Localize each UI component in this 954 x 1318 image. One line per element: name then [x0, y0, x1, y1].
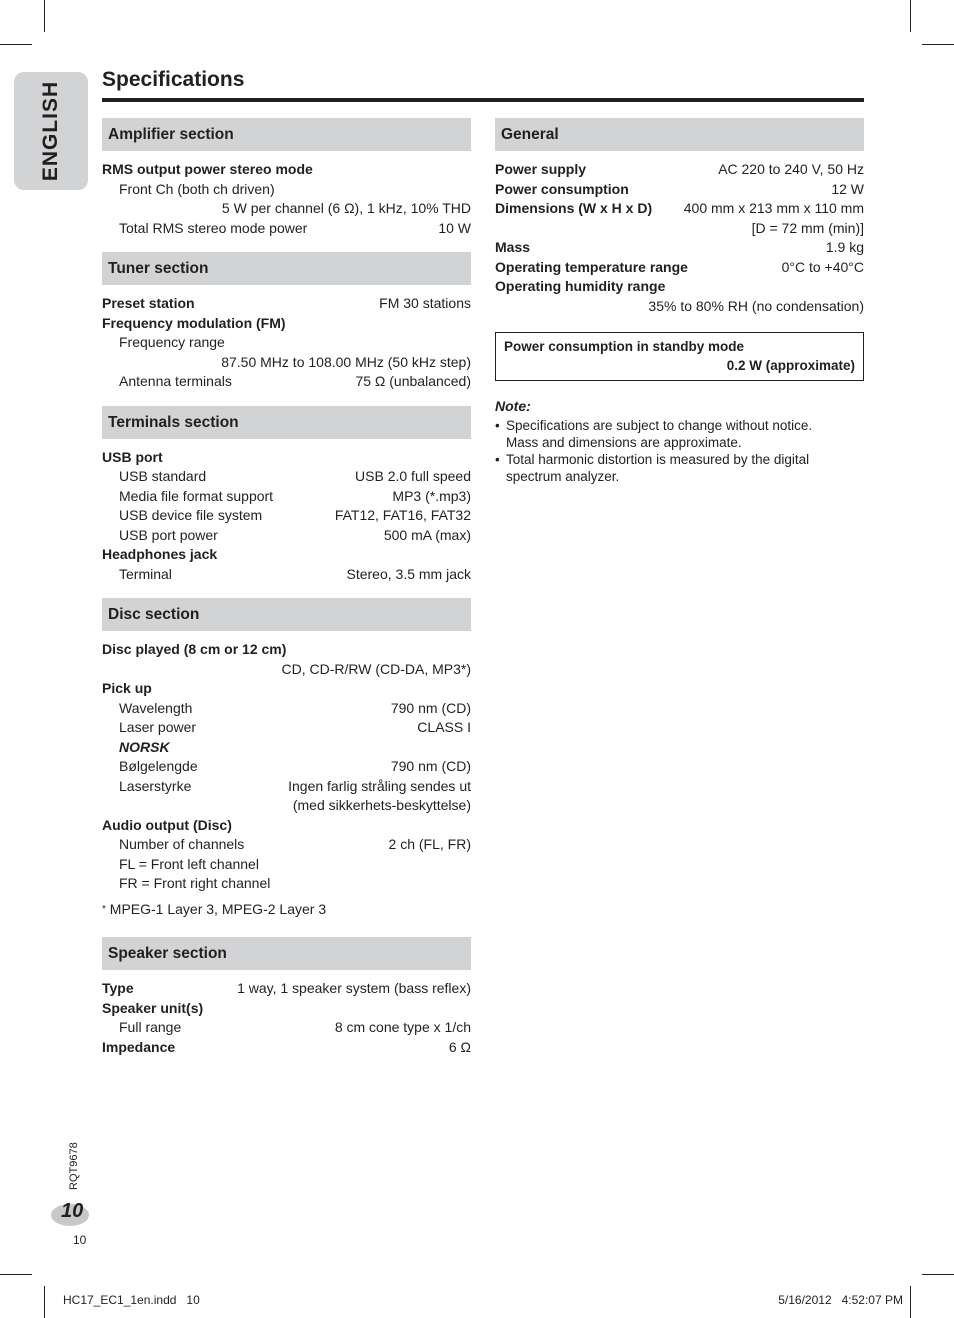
- left-column: [102, 118, 471, 1057]
- footnote-text: MPEG-1 Layer 3, MPEG-2 Layer 3: [109, 900, 327, 917]
- spec-row: [102, 506, 471, 526]
- crop-mark: [0, 1274, 32, 1275]
- wavelength-label: Wavelength: [119, 699, 193, 716]
- standby-power-box: [495, 332, 864, 381]
- spec-row: [102, 372, 471, 392]
- note-item: [495, 451, 864, 485]
- dimensions-value: 400 mm x 213 mm x 110 mm: [683, 200, 864, 216]
- laser-power-value: CLASS I: [417, 719, 471, 735]
- laserstyrke-value: Ingen farlig stråling sendes ut: [288, 777, 471, 794]
- total-power-value: 10 W: [438, 219, 471, 236]
- spec-row: [495, 238, 864, 258]
- preset-label: Preset station: [102, 295, 195, 311]
- usb-spec-value: FAT12, FAT16, FAT32: [334, 507, 471, 523]
- note-line: Mass and dimensions are approximate.: [506, 434, 742, 450]
- pickup-label: Pick up: [102, 680, 152, 696]
- laserstyrke-label: Laserstyrke: [119, 777, 192, 794]
- general-section-heading: General: [495, 118, 864, 151]
- fr-definition: FR = Front right channel: [119, 875, 271, 891]
- terminal-value: Stereo, 3.5 mm jack: [346, 565, 471, 582]
- speaker-unit-label: Speaker unit(s): [102, 999, 204, 1016]
- channels-label: Number of channels: [119, 836, 245, 852]
- spec-row: [102, 835, 471, 855]
- fm-label: Frequency modulation (FM): [102, 314, 286, 331]
- disc-section-heading: Disc section: [102, 598, 471, 631]
- bullet-icon: •: [495, 451, 500, 467]
- footer-file: HC17_EC1_1en.indd 10: [63, 1293, 200, 1307]
- terminal-label: Terminal: [119, 565, 172, 582]
- power-supply-label: Power supply: [495, 161, 587, 177]
- right-column: [495, 118, 864, 485]
- antenna-value: 75 Ω (unbalanced): [355, 373, 471, 389]
- type-label: Type: [102, 980, 134, 996]
- mass-label: Mass: [495, 239, 531, 255]
- footer-timestamp: 5/16/2012 4:52:07 PM: [778, 1293, 903, 1307]
- headphones-label: Headphones jack: [102, 546, 218, 562]
- spec-row: [102, 777, 471, 797]
- temperature-value: 0°C to +40°C: [781, 258, 864, 275]
- wavelength-value: 790 nm (CD): [390, 699, 471, 716]
- dimensions-value-continued: [D = 72 mm (min)]: [751, 219, 864, 236]
- crop-mark: [44, 0, 45, 32]
- usb-spec-value: 500 mA (max): [383, 526, 471, 543]
- note-line: Specifications are subject to change without notice.: [506, 417, 813, 433]
- amplifier-section-heading: Amplifier section: [102, 118, 471, 151]
- title-rule: [102, 98, 864, 102]
- language-tab: [14, 72, 88, 190]
- antenna-label: Antenna terminals: [119, 373, 232, 389]
- type-value: 1 way, 1 speaker system (bass reflex): [237, 980, 471, 996]
- note-line: spectrum analyzer.: [506, 468, 620, 484]
- frequency-range-label: Frequency range: [119, 334, 225, 350]
- rms-mode-label: RMS output power stereo mode: [102, 161, 313, 177]
- frequency-range-value: 87.50 MHz to 108.00 MHz (50 kHz step): [221, 353, 471, 370]
- page-number-badge: [51, 1200, 89, 1224]
- tuner-section-heading: Tuner section: [102, 252, 471, 285]
- spec-row: [495, 160, 864, 180]
- terminals-section-heading: Terminals section: [102, 406, 471, 439]
- footnote-mark: *: [102, 903, 106, 915]
- spec-row: [102, 1018, 471, 1038]
- usb-spec-label: USB device file system: [119, 507, 263, 523]
- front-ch-label: Front Ch (both ch driven): [119, 180, 275, 197]
- note-line: Total harmonic distortion is measured by the digital: [506, 451, 810, 467]
- impedance-label: Impedance: [102, 1038, 176, 1055]
- document-code: RQT9678: [68, 1142, 80, 1190]
- full-range-value: 8 cm cone type x 1/ch: [334, 1019, 471, 1035]
- standby-label: Power consumption in standby mode: [504, 339, 745, 354]
- usb-port-label: USB port: [102, 448, 163, 465]
- disc-played-label: Disc played (8 cm or 12 cm): [102, 641, 287, 657]
- spec-row: [102, 979, 471, 999]
- usb-spec-label: USB port power: [119, 526, 218, 543]
- front-ch-value: 5 W per channel (6 Ω), 1 kHz, 10% THD: [221, 200, 471, 216]
- spec-row: [102, 718, 471, 738]
- crop-mark: [910, 1286, 911, 1318]
- disc-footnote: [102, 900, 471, 920]
- spec-row: [102, 699, 471, 719]
- page-number-small: 10: [73, 1233, 87, 1247]
- bolgelengde-value: 790 nm (CD): [390, 758, 471, 774]
- spec-row: [102, 467, 471, 487]
- crop-mark: [922, 1274, 954, 1275]
- laserstyrke-value-continued: (med sikkerhets-beskyttelse): [292, 797, 471, 813]
- crop-mark: [44, 1286, 45, 1318]
- power-supply-value: AC 220 to 240 V, 50 Hz: [718, 161, 864, 177]
- crop-mark: [0, 44, 32, 45]
- spec-row: [102, 1038, 471, 1058]
- power-consumption-value: 12 W: [831, 180, 864, 197]
- speaker-section-heading: Speaker section: [102, 937, 471, 970]
- language-tab-label: ENGLISH: [39, 80, 62, 182]
- preset-value: FM 30 stations: [379, 295, 471, 311]
- laser-power-label: Laser power: [119, 719, 197, 735]
- bolgelengde-label: Bølgelengde: [119, 758, 198, 774]
- mass-value: 1.9 kg: [825, 239, 864, 255]
- audio-output-label: Audio output (Disc): [102, 816, 232, 833]
- standby-value: 0.2 W (approximate): [726, 358, 855, 373]
- dimensions-label: Dimensions (W x H x D): [495, 200, 653, 216]
- temperature-label: Operating temperature range: [495, 258, 688, 275]
- spec-row: [495, 258, 864, 278]
- spec-row: [102, 294, 471, 314]
- usb-spec-value: USB 2.0 full speed: [355, 468, 471, 484]
- channels-value: 2 ch (FL, FR): [388, 836, 471, 852]
- humidity-label: Operating humidity range: [495, 278, 666, 294]
- bullet-icon: •: [495, 417, 500, 433]
- humidity-value: 35% to 80% RH (no condensation): [648, 297, 864, 314]
- usb-spec-label: Media file format support: [119, 487, 274, 504]
- spec-row: [102, 526, 471, 546]
- crop-mark: [922, 44, 954, 45]
- note-item: [495, 417, 864, 451]
- full-range-label: Full range: [119, 1019, 182, 1035]
- norsk-label: NORSK: [119, 738, 170, 755]
- spec-row: [495, 199, 864, 219]
- usb-spec-label: USB standard: [119, 468, 207, 484]
- disc-played-value: CD, CD-R/RW (CD-DA, MP3*): [281, 660, 471, 677]
- spec-row: [102, 219, 471, 239]
- spec-row: [102, 757, 471, 777]
- fl-definition: FL = Front left channel: [119, 855, 259, 872]
- crop-mark: [910, 0, 911, 32]
- total-power-label: Total RMS stereo mode power: [119, 219, 308, 236]
- note-title: Note:: [495, 398, 531, 414]
- power-consumption-label: Power consumption: [495, 180, 629, 197]
- spec-row: [102, 487, 471, 507]
- impedance-value: 6 Ω: [448, 1038, 471, 1055]
- spec-row: [102, 565, 471, 585]
- usb-spec-value: MP3 (*.mp3): [392, 487, 471, 504]
- page-number: 10: [61, 1200, 84, 1222]
- spec-row: [495, 180, 864, 200]
- page-title: Specifications: [102, 68, 245, 91]
